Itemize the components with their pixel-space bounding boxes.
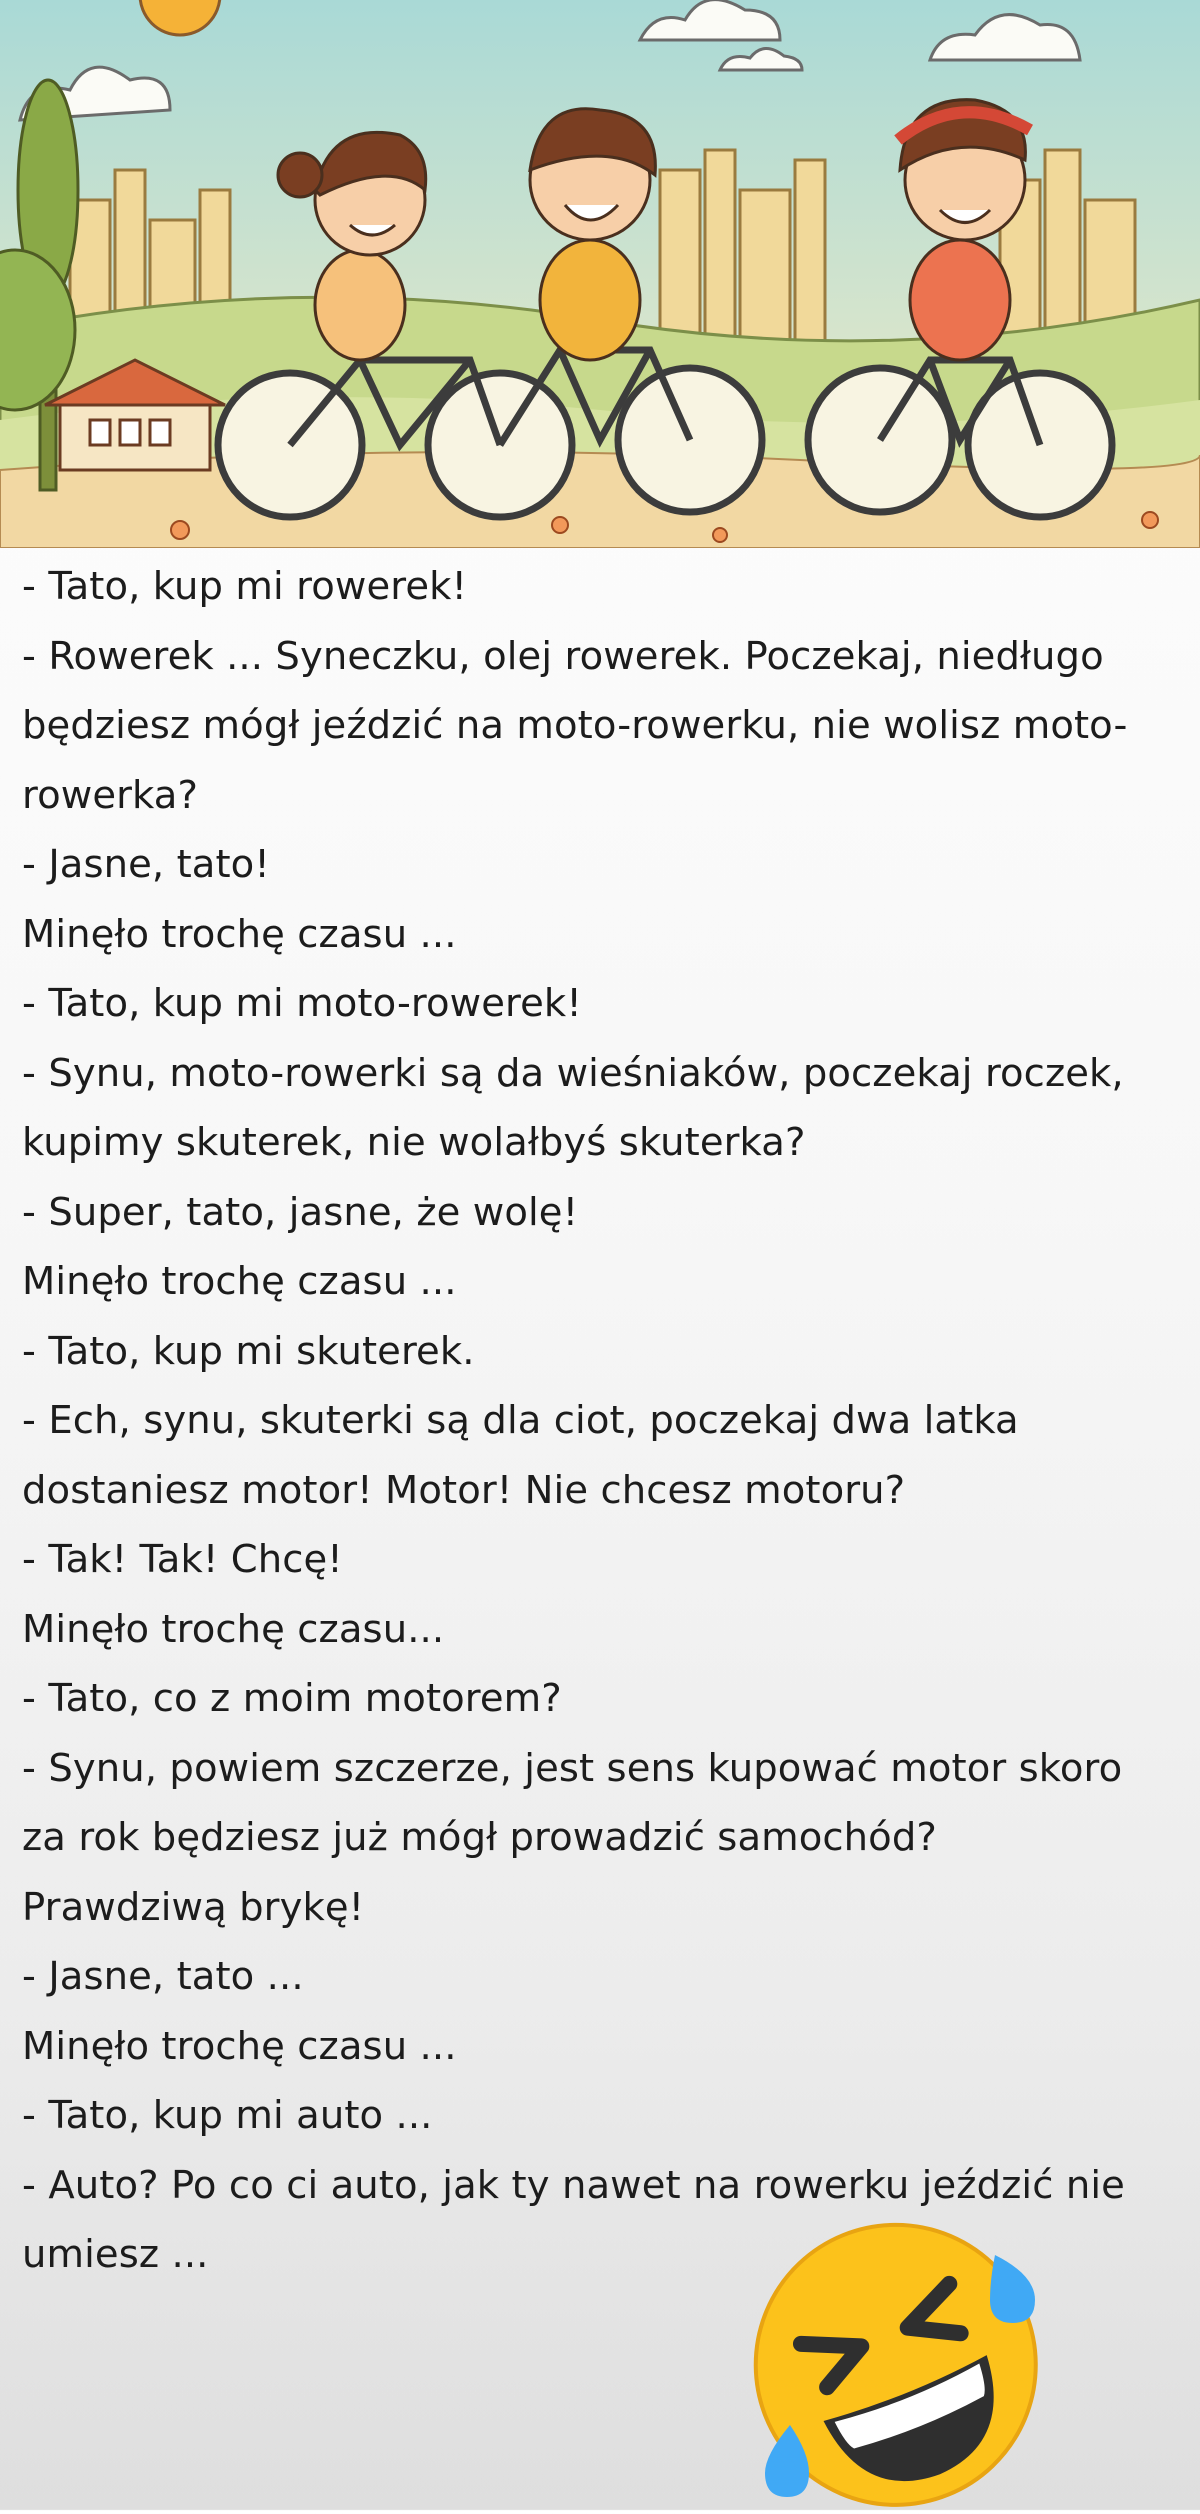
story-line: Minęło trochę czasu ... <box>22 1259 457 1304</box>
story-line: - Super, tato, jasne, że wolę! <box>22 1189 579 1235</box>
tear-drop-icon <box>990 2255 1035 2323</box>
story-line: - Tato, kup mi auto ... <box>22 2093 433 2138</box>
rolling-on-the-floor-laughing-icon <box>745 2215 1045 2510</box>
story-line: Prawdziwą brykę! <box>22 1884 365 1930</box>
story-line: - Synu, moto-rowerki są da wieśniaków, poczekaj roczek, <box>22 1050 1124 1096</box>
story-line: - Tato, co z moim motorem? <box>22 1676 562 1721</box>
joke-text <box>22 552 1182 2290</box>
story-line: - Tak! Tak! Chcę! <box>22 1537 343 1582</box>
story-line: - Jasne, tato ... <box>22 1954 304 1999</box>
story-line: - Tato, kup mi moto-rowerek! <box>22 981 582 1026</box>
laughing-emoji <box>745 2215 1045 2510</box>
story-line: Minęło trochę czasu... <box>22 1606 445 1652</box>
story-line: - Tato, kup mi skuterek. <box>22 1328 475 1374</box>
story-line: - Auto? Po co ci auto, jak ty nawet na rowerku jeździć nie <box>22 2162 1125 2208</box>
header-illustration <box>0 0 1200 548</box>
story-line: kupimy skuterek, nie wolałbyś skuterka? <box>22 1120 806 1165</box>
story-line: za rok będziesz już mógł prowadzić samochód? <box>22 1815 937 1860</box>
story-line: rowerka? <box>22 772 198 818</box>
story-line: Minęło trochę czasu ... <box>22 2023 457 2069</box>
story-line: dostaniesz motor! Motor! Nie chcesz motoru? <box>22 1467 906 1513</box>
story-line: umiesz ... <box>22 2232 209 2277</box>
story-line: - Synu, powiem szczerze, jest sens kupować motor skoro <box>22 1745 1123 1791</box>
story-line: będziesz mógł jeździć na moto-rowerku, nie wolisz moto- <box>22 703 1128 748</box>
kids-cycling-illustration <box>0 0 1200 548</box>
story-line: - Ech, synu, skuterki są dla ciot, poczekaj dwa latka <box>22 1398 1019 1443</box>
story-line: - Jasne, tato! <box>22 842 270 887</box>
story-line: Minęło trochę czasu ... <box>22 911 457 957</box>
story-line: - Tato, kup mi rowerek! <box>22 564 468 609</box>
story-line: - Rowerek ... Syneczku, olej rowerek. Poczekaj, niedługo <box>22 633 1104 679</box>
